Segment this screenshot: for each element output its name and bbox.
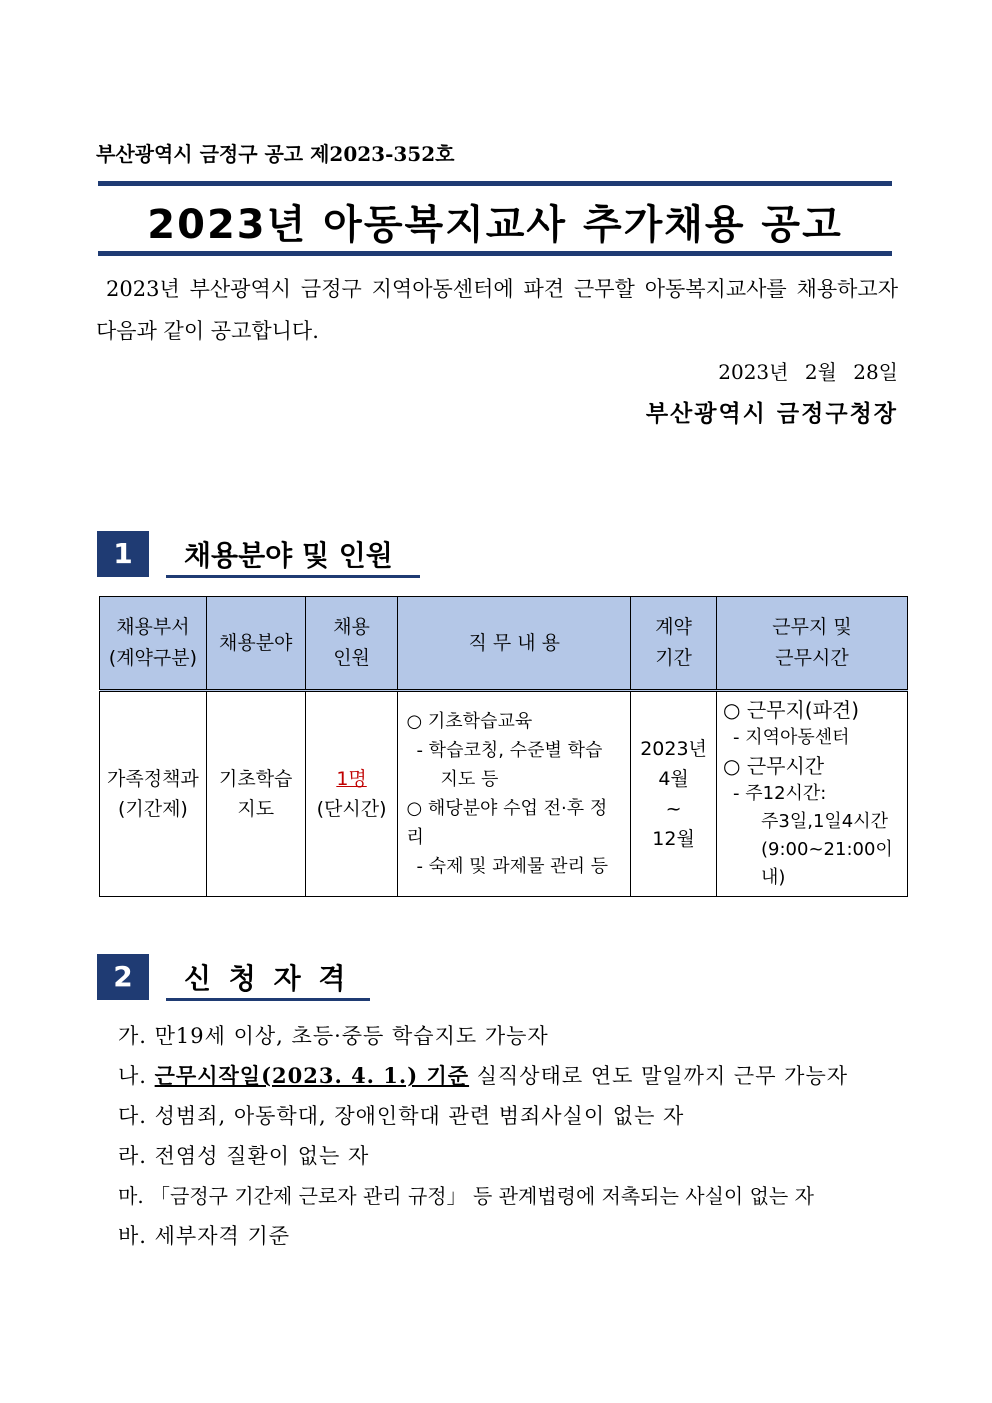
cell-place: ○ 근무지(파견) - 지역아동센터 ○ 근무시간 - 주12시간: 주3일,1일4시간 (9:00~21:00이내) [717, 691, 908, 897]
section-1-title: 채용분야 및 인원 [184, 539, 393, 572]
intro-paragraph: 2023년 부산광역시 금정구 지역아동센터에 파견 근무할 아동복지교사를 채용하고자 다음과 같이 공고합니다. [96, 277, 898, 343]
cell-field: 기초학습 지도 [206, 691, 305, 897]
header-place: 근무지 및 근무시간 [717, 597, 908, 691]
title-rule-top [98, 181, 892, 186]
table-row [100, 691, 908, 897]
qualification-e: 마. 「금정구 기간제 근로자 관리 규정」 등 관계법령에 저촉되는 사실이 없는 자 [118, 1184, 814, 1208]
notice-number: 부산광역시 금정구 공고 제2023-352호 [96, 142, 455, 166]
header-field: 채용분야 [206, 597, 305, 691]
header-count: 채용 인원 [305, 597, 398, 691]
section-1-number: 1 [97, 531, 149, 577]
qualification-b: 나. 근무시작일(2023. 4. 1.) 기준 실직상태로 연도 말일까지 근무 가능자 [118, 1063, 849, 1088]
cell-period: 2023년 4월 ~ 12월 [631, 691, 717, 897]
title-rule-bottom [98, 251, 892, 256]
recruitment-table [99, 596, 908, 897]
cell-duties: ○ 기초학습교육 - 학습코칭, 수준별 학습 지도 등 ○ 해당분야 수업 전·후 정리 - 숙제 및 과제물 관리 등 [398, 691, 631, 897]
qualification-f: 바. 세부자격 기준 [118, 1224, 291, 1248]
header-period: 계약 기간 [631, 597, 717, 691]
table-header-row [100, 597, 908, 691]
section-2-number: 2 [97, 954, 149, 1000]
section-2-title: 신 청 자 격 [184, 962, 350, 995]
cell-count: 1명 (단시간) [305, 691, 398, 897]
qualification-d: 라. 전염성 질환이 없는 자 [118, 1144, 370, 1168]
issuer: 부산광역시 금정구청장 [645, 400, 898, 427]
section-1-underline [166, 575, 420, 578]
section-2-underline [166, 998, 370, 1001]
qualification-c: 다. 성범죄, 아동학대, 장애인학대 관련 범죄사실이 없는 자 [118, 1104, 685, 1128]
page-title: 2023년 아동복지교사 추가채용 공고 [147, 202, 843, 248]
notice-date: 2023년 2월 28일 [718, 360, 898, 384]
qualification-a: 가. 만19세 이상, 초등·중등 학습지도 가능자 [118, 1024, 549, 1048]
header-duties: 직 무 내 용 [398, 597, 631, 691]
cell-dept: 가족정책과 (기간제) [100, 691, 207, 897]
header-dept: 채용부서 (계약구분) [100, 597, 207, 691]
